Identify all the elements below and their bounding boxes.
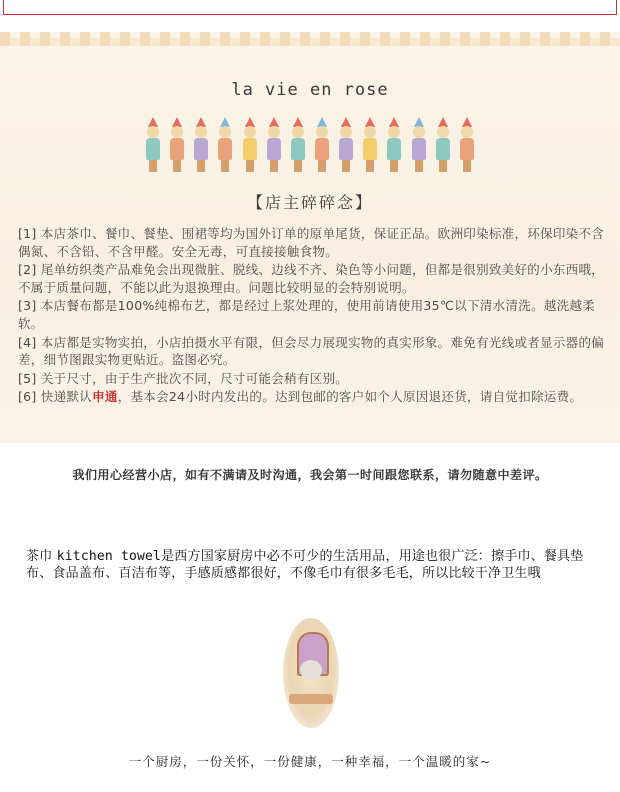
frame-line-right	[616, 0, 617, 14]
slogan: 一个厨房，一份关怀，一份健康，一种幸福，一个温暖的家~	[128, 754, 492, 769]
doll-figure	[411, 117, 427, 177]
notice-item-3: [3] 本店餐布都是100%纯棉布艺，都是经过上浆处理的，使用前请使用35℃以下清水清洗。越洗越柔软。	[18, 298, 596, 331]
brand-logo-text: la vie en rose	[231, 80, 389, 100]
doll-figure	[338, 117, 354, 177]
frame-line-left	[3, 0, 4, 14]
doll-figure	[169, 117, 185, 177]
notice-panel	[0, 32, 620, 443]
courier-highlight: 申通	[92, 389, 118, 405]
doll-figure	[193, 117, 209, 177]
top-frame	[0, 0, 620, 22]
service-statement: 我们用心经营小店，如有不满请及时沟通，我会第一时间跟您联系，请勿随意中差评。	[72, 468, 548, 482]
notice-item-5: [5] 关于尺寸，由于生产批次不同，尺寸可能会稍有区别。	[18, 370, 349, 386]
notice-list	[18, 225, 608, 407]
cat-icon	[300, 660, 322, 680]
doll-figure	[145, 117, 161, 177]
doll-figure	[435, 117, 451, 177]
doll-figure	[362, 117, 378, 177]
doll-figure	[217, 117, 233, 177]
notice-item-6: [6] 快递默认申通，基本会24小时内发出的。达到包邮的客户如个人原因退还货，请自觉扣除运费。	[18, 389, 583, 405]
doll-figure	[266, 117, 282, 177]
doll-figure	[386, 117, 402, 177]
notice-item-2: [2] 尾单纺织类产品难免会出现微脏、脱线、边线不齐、染色等小问题，但都是很别致美好的小东西哦，不属于质量问题，不能以此为退换理由。问题比较明显的会特别说明。	[18, 262, 605, 295]
doll-figure	[314, 117, 330, 177]
doll-figures-illustration	[145, 117, 475, 177]
doll-figure	[242, 117, 258, 177]
notice-item-4: [4] 本店都是实物实拍，小店拍摄水平有限，但会尽力展现实物的真实形象。难免有光线或者显示器的偏差，细节图跟实物更贴近。盗图必究。	[18, 334, 605, 368]
product-description: 茶巾 kitchen towel是西方国家厨房中必不可少的生活用品，用途也很广泛：擦手巾、餐具垫布、食品盖布、百洁布等，手感质感都很好，不像毛巾有很多毛毛，所以比较干净卫生哦	[26, 549, 584, 581]
notice-item-1: [1] 本店茶巾、餐巾、餐垫、围裙等均为国外订单的原单尾货，保证正品。欧洲印染标准，环保印染不含偶氮、不含铅、不含甲醛。安全无毒，可直接接触食物。	[18, 226, 605, 259]
cat-chair-illustration	[283, 618, 339, 728]
scallop-border-inner	[0, 38, 620, 46]
doll-figure	[290, 117, 306, 177]
doll-figure	[459, 117, 475, 177]
notice-title: 【店主碎碎念】	[246, 193, 373, 212]
frame-line-bottom	[3, 14, 617, 15]
